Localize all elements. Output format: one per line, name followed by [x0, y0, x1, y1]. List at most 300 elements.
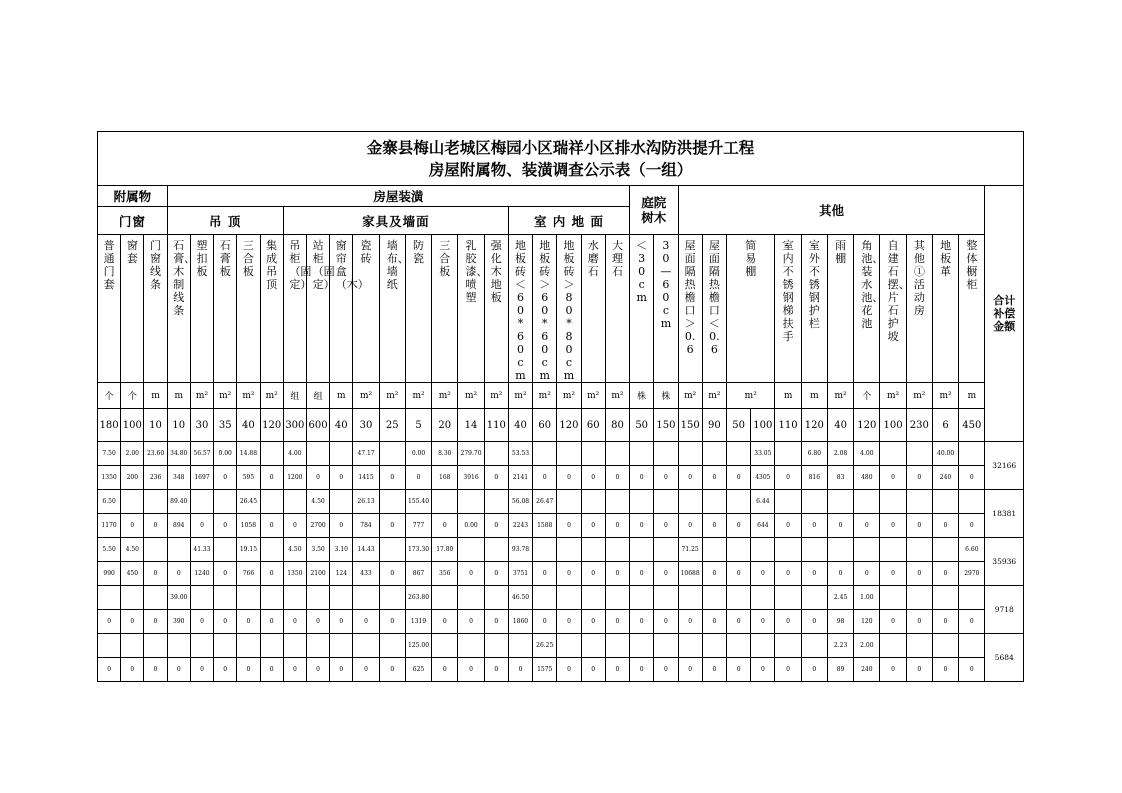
table-cell: 0 [190, 514, 213, 538]
table-cell [458, 634, 484, 658]
table-cell: 0 [702, 466, 726, 490]
table-cell: 0 [379, 658, 405, 682]
table-row [98, 490, 1024, 514]
table-cell: 2700 [306, 514, 329, 538]
table-row [98, 610, 1024, 634]
table-cell [190, 634, 213, 658]
column-header [484, 235, 508, 383]
table-cell: 1240 [190, 562, 213, 586]
table-cell: 6.60 [959, 538, 985, 562]
table-cell: 0 [144, 658, 167, 682]
table-cell [557, 442, 581, 466]
column-unit: m² [727, 383, 775, 409]
column-header [932, 235, 958, 383]
table-row [98, 538, 1024, 562]
column-header [906, 235, 932, 383]
table-cell: 47.17 [353, 442, 379, 466]
table-cell: 26.45 [237, 490, 260, 514]
table-cell: 0 [801, 514, 827, 538]
column-unit: m² [508, 383, 532, 409]
table-cell: 0 [605, 514, 629, 538]
total-header: 合计补偿金额 [985, 186, 1024, 442]
table-cell [906, 538, 932, 562]
table-cell: 0 [654, 466, 678, 490]
table-cell: 173.30 [405, 538, 431, 562]
column-price: 180 [98, 409, 121, 442]
column-unit: m [775, 383, 801, 409]
column-header [405, 235, 431, 383]
table-cell [751, 586, 775, 610]
table-cell: 0 [167, 658, 190, 682]
table-cell: 2.00 [854, 634, 880, 658]
column-price: 40 [330, 409, 353, 442]
table-cell: 6.50 [98, 490, 121, 514]
table-cell: 0 [775, 514, 801, 538]
column-unit: m² [932, 383, 958, 409]
column-header [702, 235, 726, 383]
table-cell: 0 [678, 466, 702, 490]
column-price: 14 [458, 409, 484, 442]
table-cell: 4305 [751, 466, 775, 490]
table-cell [98, 586, 121, 610]
table-cell: 7.50 [98, 442, 121, 466]
table-cell: 0 [458, 562, 484, 586]
table-cell [581, 634, 605, 658]
table-cell [959, 442, 985, 466]
table-cell: 433 [353, 562, 379, 586]
column-unit: m² [458, 383, 484, 409]
column-unit: m² [557, 383, 581, 409]
table-cell: 3.50 [306, 538, 329, 562]
column-price: 50 [630, 409, 654, 442]
column-unit: m² [533, 383, 557, 409]
table-cell: 348 [167, 466, 190, 490]
column-price: 120 [801, 409, 827, 442]
column-unit: m² [880, 383, 906, 409]
table-cell [702, 634, 726, 658]
table-row [98, 586, 1024, 610]
table-row [98, 442, 1024, 466]
table-cell: 0 [379, 466, 405, 490]
table-cell: 0 [880, 610, 906, 634]
table-cell: 0.00 [214, 442, 237, 466]
column-header-label: 室外不锈钢护栏 [808, 239, 820, 330]
column-unit: 组 [283, 383, 306, 409]
table-cell [283, 490, 306, 514]
table-cell [144, 490, 167, 514]
table-cell [854, 538, 880, 562]
column-header [801, 235, 827, 383]
table-cell [214, 634, 237, 658]
table-cell: 1415 [353, 466, 379, 490]
table-cell: 4.50 [283, 538, 306, 562]
table-cell: 39.00 [167, 586, 190, 610]
column-header-label: 地板砖＜60*60cm [515, 239, 526, 382]
table-cell: 0 [330, 514, 353, 538]
table-cell: 766 [237, 562, 260, 586]
table-cell: 155.40 [405, 490, 431, 514]
table-cell: 0 [557, 466, 581, 490]
column-header-label: 集成吊顶 [266, 239, 278, 291]
table-cell [775, 634, 801, 658]
table-cell: 0 [330, 610, 353, 634]
table-cell [959, 634, 985, 658]
table-cell: 867 [405, 562, 431, 586]
column-header-label: 墙布、墙纸 [386, 239, 409, 291]
table-cell [702, 586, 726, 610]
table-cell: 0 [605, 562, 629, 586]
column-unit: m² [678, 383, 702, 409]
table-cell: 0.00 [458, 514, 484, 538]
table-cell: 0 [932, 514, 958, 538]
table-cell: 93.78 [508, 538, 532, 562]
table-cell [654, 634, 678, 658]
table-cell [751, 634, 775, 658]
column-header-label: 三合板 [242, 239, 254, 278]
table-cell: 0 [702, 514, 726, 538]
column-price: 40 [237, 409, 260, 442]
column-price: 100 [751, 409, 775, 442]
table-cell: 56.08 [508, 490, 532, 514]
column-unit: m² [702, 383, 726, 409]
table-cell [702, 490, 726, 514]
table-cell [330, 586, 353, 610]
table-cell: 14.43 [353, 538, 379, 562]
table-cell [260, 490, 283, 514]
table-cell [330, 634, 353, 658]
table-cell: 8.30 [432, 442, 458, 466]
table-cell: 34.80 [167, 442, 190, 466]
table-cell [880, 538, 906, 562]
column-header-label: 屋面隔热檐口＞0.6 [684, 239, 696, 356]
column-unit: m [330, 383, 353, 409]
column-unit: 个 [854, 383, 880, 409]
table-cell [484, 490, 508, 514]
table-cell: 0 [854, 514, 880, 538]
column-header [533, 235, 557, 383]
table-cell [654, 490, 678, 514]
table-cell: 0 [775, 466, 801, 490]
table-cell: 0 [906, 658, 932, 682]
column-header-label: 雨棚 [835, 239, 847, 265]
table-cell: 1575 [533, 658, 557, 682]
table-cell [630, 538, 654, 562]
table-cell [702, 538, 726, 562]
table-cell: 4.50 [306, 490, 329, 514]
column-price: 6 [932, 409, 958, 442]
table-cell: 0 [432, 610, 458, 634]
column-header [214, 235, 237, 383]
table-cell [581, 586, 605, 610]
table-cell: 0 [260, 658, 283, 682]
table-cell [605, 538, 629, 562]
table-cell: 0 [959, 514, 985, 538]
table-cell: 3.10 [330, 538, 353, 562]
table-cell: 0 [959, 610, 985, 634]
table-cell: 0 [775, 610, 801, 634]
column-header-label: 室内不锈钢梯扶手 [782, 239, 794, 343]
table-cell [484, 442, 508, 466]
table-cell: 0 [932, 562, 958, 586]
column-header [283, 235, 312, 383]
column-unit: m [801, 383, 827, 409]
row-total: 32166 [985, 442, 1024, 490]
table-cell [727, 490, 751, 514]
table-cell [330, 442, 353, 466]
table-cell: 33.05 [751, 442, 775, 466]
column-unit: m² [214, 383, 237, 409]
table-cell: 595 [237, 466, 260, 490]
column-header-label: ＜30cm [636, 239, 648, 304]
survey-sheet [97, 131, 1024, 682]
table-cell: 0 [379, 514, 405, 538]
table-cell: 1350 [98, 466, 121, 490]
table-cell: 71.25 [678, 538, 702, 562]
table-cell: 0 [260, 466, 283, 490]
table-cell: 0 [144, 514, 167, 538]
column-price: 300 [283, 409, 306, 442]
table-cell: 0 [283, 610, 306, 634]
table-cell [880, 490, 906, 514]
group-doors-windows: 门窗 [98, 207, 168, 235]
table-cell: 41.33 [190, 538, 213, 562]
table-cell: 0 [959, 658, 985, 682]
column-header-label: 大理石 [611, 239, 623, 278]
column-unit: m² [379, 383, 405, 409]
column-header [775, 235, 801, 383]
table-cell: 0 [353, 610, 379, 634]
table-cell: 6.80 [801, 442, 827, 466]
table-cell [260, 586, 283, 610]
table-cell: 625 [405, 658, 431, 682]
table-cell: 480 [854, 466, 880, 490]
table-cell: 40.00 [932, 442, 958, 466]
table-cell: 0 [727, 514, 751, 538]
table-cell: 0 [727, 658, 751, 682]
table-cell [260, 634, 283, 658]
table-cell [751, 538, 775, 562]
table-cell: 0 [190, 658, 213, 682]
table-cell [906, 634, 932, 658]
column-price: 5 [405, 409, 431, 442]
column-header-label: 角池、装水池、花池 [861, 239, 884, 330]
column-unit: 个 [121, 383, 144, 409]
row-total: 9718 [985, 586, 1024, 634]
table-cell: 19.15 [237, 538, 260, 562]
table-cell: 263.80 [405, 586, 431, 610]
table-row [98, 658, 1024, 682]
table-cell [283, 586, 306, 610]
table-cell [214, 586, 237, 610]
table-cell [144, 538, 167, 562]
table-cell [775, 538, 801, 562]
table-cell: 0 [630, 514, 654, 538]
table-cell [484, 586, 508, 610]
group-ceiling: 吊 顶 [167, 207, 283, 235]
column-header-label: 地板革 [940, 239, 952, 278]
column-unit: m² [581, 383, 605, 409]
table-cell: 0 [581, 466, 605, 490]
table-cell: 1588 [533, 514, 557, 538]
table-cell: 240 [932, 466, 958, 490]
table-cell: 0 [605, 610, 629, 634]
table-cell: 0 [605, 466, 629, 490]
table-cell: 0 [751, 610, 775, 634]
table-cell [630, 634, 654, 658]
group-attachment: 附属物 [98, 186, 168, 207]
table-cell: 89.40 [167, 490, 190, 514]
table-cell: 0 [906, 562, 932, 586]
table-cell: 6.44 [751, 490, 775, 514]
table-cell: 0 [959, 466, 985, 490]
table-cell [827, 490, 853, 514]
table-cell: 0 [630, 610, 654, 634]
table-cell [906, 442, 932, 466]
table-cell [167, 634, 190, 658]
table-cell [306, 442, 329, 466]
group-decoration: 房屋装潢 [167, 186, 629, 207]
table-cell: 990 [98, 562, 121, 586]
table-cell: 0 [306, 610, 329, 634]
table-cell: 26.13 [353, 490, 379, 514]
table-cell: 0 [508, 658, 532, 682]
table-cell [801, 634, 827, 658]
table-cell: 0 [237, 658, 260, 682]
table-cell: 0 [581, 610, 605, 634]
table-cell: 0 [306, 466, 329, 490]
table-cell: 120 [854, 610, 880, 634]
group-furniture-wall: 家具及墙面 [283, 207, 508, 235]
table-cell: 0 [654, 658, 678, 682]
table-cell [533, 586, 557, 610]
table-cell [237, 586, 260, 610]
table-cell [508, 634, 532, 658]
table-cell: 0 [854, 562, 880, 586]
table-cell [775, 586, 801, 610]
column-price: 110 [775, 409, 801, 442]
column-header [827, 235, 853, 383]
table-cell [190, 586, 213, 610]
table-cell [630, 442, 654, 466]
table-cell: 1170 [98, 514, 121, 538]
table-cell: 0 [702, 610, 726, 634]
column-unit: m² [906, 383, 932, 409]
table-cell: 2141 [508, 466, 532, 490]
table-cell: 168 [432, 466, 458, 490]
column-unit: m [144, 383, 167, 409]
table-cell: 0 [121, 514, 144, 538]
table-cell [854, 490, 880, 514]
table-cell [214, 490, 237, 514]
table-cell: 53.53 [508, 442, 532, 466]
group-yard-trees: 庭院树木 [630, 186, 678, 235]
table-cell: 125.00 [405, 634, 431, 658]
column-price: 150 [654, 409, 678, 442]
table-cell: 14.88 [237, 442, 260, 466]
table-cell: 0 [353, 658, 379, 682]
column-header [605, 235, 629, 383]
table-cell [283, 634, 306, 658]
table-cell [630, 490, 654, 514]
survey-table [97, 131, 1024, 682]
table-cell [880, 634, 906, 658]
column-header-label: 瓷砖 [360, 239, 372, 265]
table-cell: 0 [379, 610, 405, 634]
row-total: 35936 [985, 538, 1024, 586]
table-cell: 10688 [678, 562, 702, 586]
table-cell: 784 [353, 514, 379, 538]
table-cell [678, 586, 702, 610]
table-cell: 1058 [237, 514, 260, 538]
table-cell [432, 586, 458, 610]
table-cell: 1860 [508, 610, 532, 634]
table-cell: 23.60 [144, 442, 167, 466]
table-cell [801, 586, 827, 610]
table-cell [678, 634, 702, 658]
table-cell: 0 [98, 610, 121, 634]
table-cell [678, 442, 702, 466]
table-cell: 124 [330, 562, 353, 586]
column-price: 20 [432, 409, 458, 442]
row-total: 18381 [985, 490, 1024, 538]
table-cell: 0 [533, 562, 557, 586]
table-cell: 0 [484, 466, 508, 490]
table-cell: 0 [330, 658, 353, 682]
column-price: 230 [906, 409, 932, 442]
table-cell [167, 538, 190, 562]
table-cell: 0 [775, 562, 801, 586]
table-cell: 0 [827, 514, 853, 538]
table-cell [484, 538, 508, 562]
table-cell: 89 [827, 658, 853, 682]
table-cell: 390 [167, 610, 190, 634]
column-unit: m² [353, 383, 379, 409]
table-cell [533, 538, 557, 562]
column-price: 30 [190, 409, 213, 442]
table-cell: 0 [260, 562, 283, 586]
table-cell: 0 [458, 610, 484, 634]
table-cell: 0 [484, 562, 508, 586]
table-cell: 0 [727, 562, 751, 586]
table-cell: 1200 [283, 466, 306, 490]
table-cell: 0 [678, 658, 702, 682]
column-header-label: 强化木地板 [490, 239, 502, 304]
column-header [121, 235, 144, 383]
table-cell: 0 [557, 514, 581, 538]
table-cell [557, 634, 581, 658]
column-unit: 株 [630, 383, 654, 409]
table-cell: 0 [237, 610, 260, 634]
column-header [654, 235, 678, 383]
table-cell [581, 538, 605, 562]
table-cell: 0 [605, 658, 629, 682]
column-unit: m² [190, 383, 213, 409]
table-row [98, 514, 1024, 538]
table-cell: 0 [678, 610, 702, 634]
column-header [727, 235, 775, 383]
column-header-label: 乳胶漆、喷塑 [465, 239, 488, 304]
table-cell [432, 634, 458, 658]
column-price: 150 [678, 409, 702, 442]
table-cell [727, 634, 751, 658]
column-header-label: 其他①活动房 [913, 239, 925, 317]
table-cell: 2.23 [827, 634, 853, 658]
table-cell [605, 490, 629, 514]
table-cell: 1350 [283, 562, 306, 586]
table-cell [260, 538, 283, 562]
table-cell: 4.00 [283, 442, 306, 466]
table-cell: 0 [167, 562, 190, 586]
